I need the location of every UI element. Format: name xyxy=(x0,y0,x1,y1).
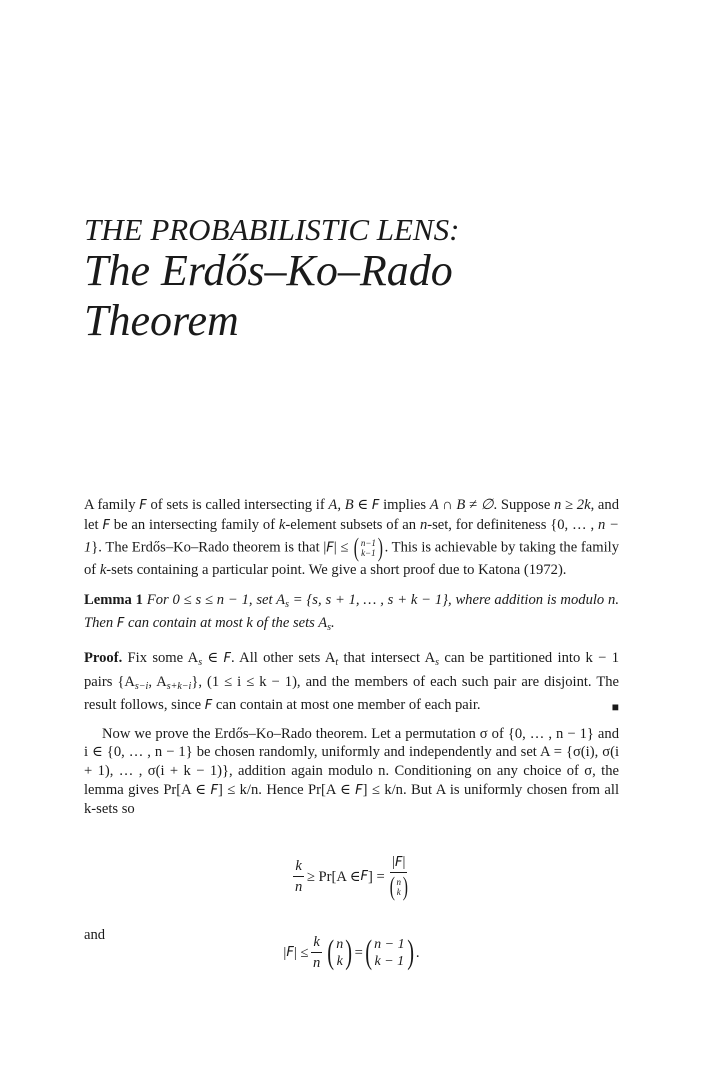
lemma-label: Lemma 1 xyxy=(84,591,143,608)
proof-label: Proof. xyxy=(84,649,123,666)
equation-2: | F | ≤ $\frac{k}{n}$ ( n k ) = ( n − 1 k − 1 ) . xyxy=(283,934,420,971)
lemma-paragraph: Lemma 1 For 0 ≤ s ≤ n − 1, set $A_s = \{s$, s + 1, … , s + k − 1}, where addition is modulo n. Then F can contain at most k of the sets $A_s$. xyxy=(84,591,619,634)
chapter-kicker: THE PROBABILISTIC LENS: xyxy=(84,212,460,247)
body-text xyxy=(84,496,620,971)
equation-1: $\frac{k}{n}$ ≥ Pr[A ∈ F ] = |F| ( n k ) xyxy=(294,854,408,901)
chapter-title xyxy=(84,246,453,346)
qed-mark: ■ xyxy=(611,700,619,715)
binomial-inline: ( n−1 k−1 ) xyxy=(353,533,383,563)
title-line-2: Theorem xyxy=(84,296,239,345)
intro-paragraph: A family F of sets is called intersecting if A, B ∈ F implies A ∩ B ≠ ∅. Suppose n ≥ 2k, and let F be an intersecting family of k-element subsets of an n-set, for definiteness {0, … , n − 1}. The Erdős–Ko–Rado theorem is that |F| ≤ ( n−1 k−1 ) . This is achievable by taking the family of k-sets containing a particular point. We give a short proof due to Katona (1972). xyxy=(84,497,620,579)
and-word: and xyxy=(84,927,106,943)
proof-paragraph: Proof. Fix some $A_s$ ∈ F. All other sets $A_t$ that intersect $A_s$ can be partitioned into k − 1 pairs {$A_{s-i}$, $A_{s+k-i}$}, (1 ≤ i ≤ k − 1), and the members of each such pair are disjoint. The result follows, since F can contain at most one member of each pair. ■ xyxy=(84,649,619,716)
title-line-1: The Erdős–Ko–Rado xyxy=(84,246,453,295)
main-paragraph: Now we prove the Erdős–Ko–Rado theorem. Let a permutation σ of {0, … , n − 1} and i ∈ {0, … , n − 1} be chosen randomly, uniformly and independently and set A = {σ(i), σ(i + 1), … , σ(i + k − 1)}, addition again modulo n. Conditioning on any choice of σ, the lemma gives Pr[A ∈ F] ≤ k/n. Hence Pr[A ∈ F] ≤ k/n. But A is uniformly chosen from all k-sets so xyxy=(84,725,619,818)
